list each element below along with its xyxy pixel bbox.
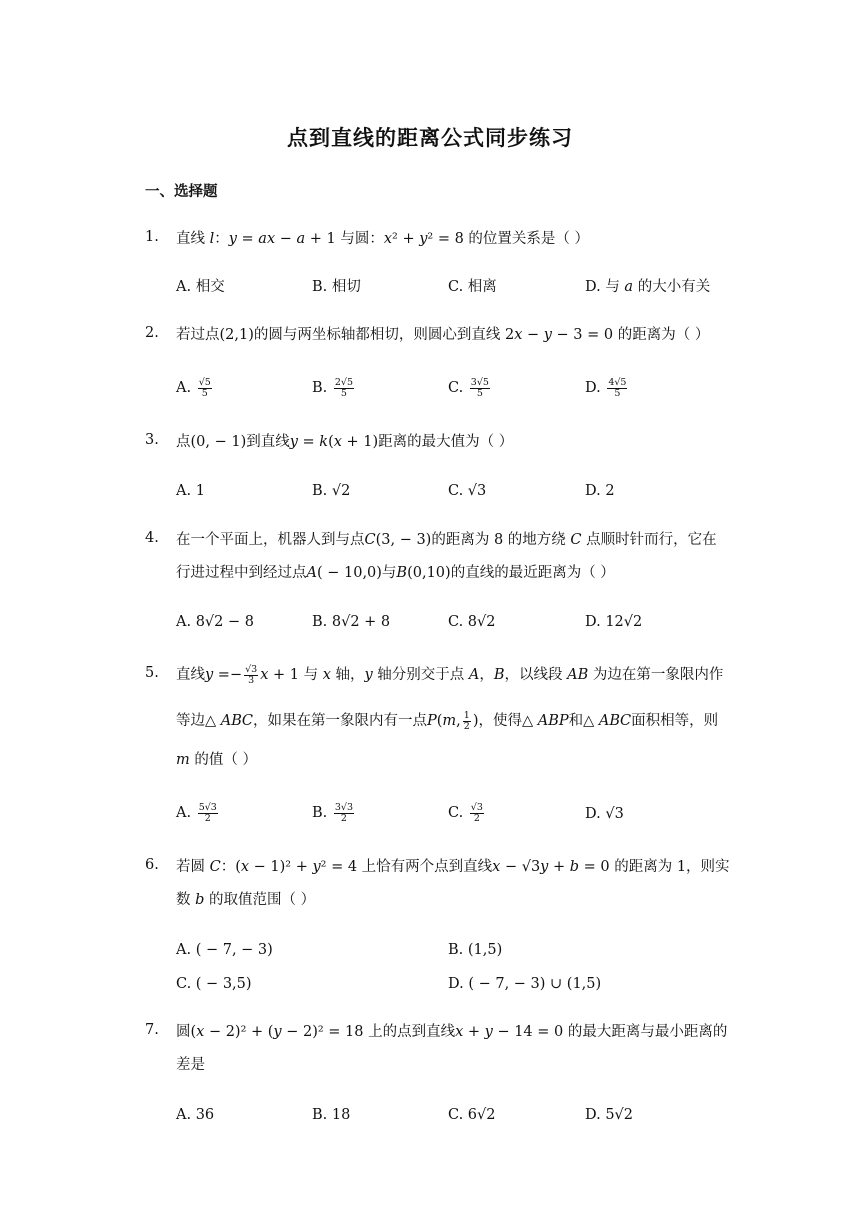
question-text-line-1: 圆(𝑥 − 2)² + (𝑦 − 2)² = 18 上的点到直线𝑥 + 𝑦 − 14 = 0 的最大距离与最小距离的 [176, 1024, 728, 1040]
option-b: B. 8√2 + 8 [312, 614, 391, 630]
denominator: 5 [614, 387, 621, 399]
option-label: B. [312, 380, 328, 396]
option-b [312, 377, 356, 399]
option-b [312, 802, 356, 824]
question-text: 点(0, − 1)到直线𝑦 = 𝑘(𝑥 + 1)距离的最大值为（ ） [176, 434, 514, 450]
text-segment: 等边△ 𝐴𝐵𝐶，如果在第一象限内有一点𝑃(𝑚, [176, 713, 461, 729]
question-number: 6. [145, 857, 159, 873]
option-a [176, 377, 214, 399]
fraction [334, 378, 354, 399]
option-a: A. 相交 [176, 279, 225, 295]
option-label: B. [312, 805, 328, 821]
fraction [334, 803, 354, 824]
text-segment: )，使得△ 𝐴𝐵𝑃和△ 𝐴𝐵𝐶面积相等，则 [472, 713, 719, 729]
fraction [470, 803, 484, 824]
question-number: 3. [145, 432, 159, 448]
denominator: 2 [473, 812, 480, 824]
fraction [198, 378, 212, 399]
option-a: A. 36 [176, 1107, 215, 1123]
denominator: 2 [340, 812, 347, 824]
numerator: 4√5 [608, 376, 627, 388]
numerator: √3 [245, 663, 258, 675]
question-number: 2. [145, 325, 159, 341]
numerator: 3√5 [470, 376, 489, 388]
question-text-line-1 [176, 662, 724, 688]
option-label: C. [448, 805, 464, 821]
option-d: D. 5√2 [585, 1107, 634, 1123]
option-b: B. (1,5) [448, 942, 503, 958]
option-c [448, 377, 492, 399]
numerator: 2√5 [334, 376, 354, 388]
page-title: 点到直线的距离公式同步练习 [287, 126, 573, 150]
question-text: 若过点(2,1)的圆与两坐标轴都相切，则圆心到直线 2𝑥 − 𝑦 − 3 = 0 的距离为（ ） [176, 327, 710, 343]
question-number: 7. [145, 1022, 159, 1038]
option-a: A. 8√2 − 8 [176, 614, 254, 630]
option-d: D. 12√2 [585, 614, 643, 630]
question-text-line-2: 数 𝑏 的取值范围（ ） [176, 892, 316, 908]
option-label: D. [585, 380, 601, 396]
option-b: B. 相切 [312, 279, 361, 295]
question-text-line-1: 若圆 𝐶：(𝑥 − 1)² + 𝑦² = 4 上恰有两个点到直线𝑥 − √3𝑦 + 𝑏 = 0 的距离为 1，则实 [176, 859, 730, 875]
denominator: 3 [248, 674, 255, 686]
question-number: 1. [145, 229, 159, 245]
option-d: D. ( − 7, − 3) ∪ (1,5) [448, 976, 602, 992]
numerator: 5√3 [198, 801, 217, 813]
fraction [244, 665, 258, 686]
numerator: √5 [198, 376, 211, 388]
numerator: 3√3 [334, 801, 354, 813]
fraction [463, 711, 471, 732]
option-b: B. 18 [312, 1107, 351, 1123]
text-segment: 𝑥 + 1 与 𝑥 轴，𝑦 轴分别交于点 𝐴，𝐵，以线段 𝐴𝐵 为边在第一象限内作 [260, 667, 724, 683]
denominator: 5 [201, 387, 208, 399]
question-text-line-2: 行进过程中到经过点𝐴( − 10,0)与𝐵(0,10)的直线的最近距离为（ ） [176, 565, 615, 581]
question-number: 4. [145, 530, 159, 546]
option-a: A. ( − 7, − 3) [176, 942, 273, 958]
option-a [176, 802, 220, 824]
option-c: C. √3 [448, 483, 487, 499]
question-text-line-1: 在一个平面上，机器人到与点𝐶(3, − 3)的距离为 8 的地方绕 𝐶 点顺时针而行，它在 [176, 532, 717, 548]
numerator: 1 [463, 709, 470, 721]
option-d [585, 377, 629, 399]
fraction [470, 378, 490, 399]
numerator: √3 [470, 801, 483, 813]
option-c: C. 相离 [448, 279, 497, 295]
option-b: B. √2 [312, 483, 351, 499]
option-c: C. ( − 3,5) [176, 976, 252, 992]
option-c [448, 802, 486, 824]
denominator: 2 [204, 812, 211, 824]
fraction [607, 378, 627, 399]
option-d: D. 2 [585, 483, 615, 499]
option-label: A. [176, 805, 192, 821]
option-a: A. 1 [176, 483, 205, 499]
denominator: 2 [463, 720, 470, 732]
option-d: D. 与 𝑎 的大小有关 [585, 279, 711, 295]
text-segment: 直线𝑦 =− [176, 667, 243, 683]
denominator: 5 [340, 387, 347, 399]
option-c: C. 6√2 [448, 1107, 496, 1123]
question-number: 5. [145, 665, 159, 681]
option-c: C. 8√2 [448, 614, 496, 630]
question-text: 直线 𝑙：𝑦 = 𝑎𝑥 − 𝑎 + 1 与圆：𝑥² + 𝑦² = 8 的位置关系是（ ） [176, 231, 590, 247]
question-text-line-2: 差是 [176, 1057, 205, 1073]
option-label: A. [176, 380, 192, 396]
question-text-line-3: 𝑚 的值（ ） [176, 752, 257, 768]
fraction [198, 803, 218, 824]
option-label: C. [448, 380, 464, 396]
denominator: 5 [476, 387, 483, 399]
question-text-line-2 [176, 708, 721, 734]
section-heading: 一、选择题 [145, 184, 218, 200]
option-d: D. √3 [585, 806, 624, 822]
